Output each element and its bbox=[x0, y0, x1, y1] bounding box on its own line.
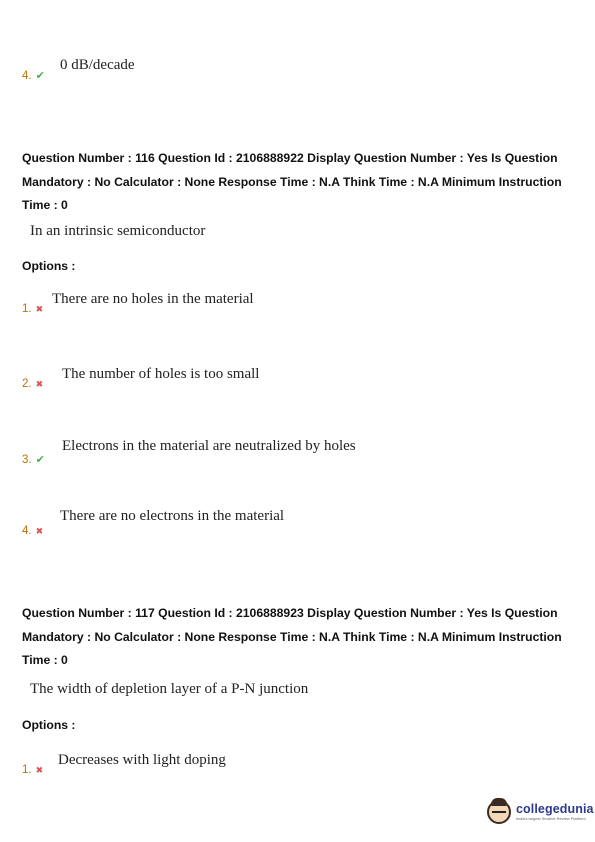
option-number: 4. ✖ bbox=[22, 525, 44, 537]
incorrect-cross-icon: ✖ bbox=[35, 766, 44, 776]
option-number: 2. ✖ bbox=[22, 378, 44, 390]
options-label: Options : bbox=[22, 718, 76, 732]
correct-check-icon: ✔ bbox=[35, 69, 45, 82]
option-number: 1. ✖ bbox=[22, 303, 44, 315]
correct-check-icon: ✔ bbox=[35, 453, 45, 466]
option-text: 0 dB/decade bbox=[60, 57, 135, 73]
option-text: Decreases with light doping bbox=[58, 752, 226, 768]
incorrect-cross-icon: ✖ bbox=[35, 380, 44, 390]
options-label: Options : bbox=[22, 259, 76, 273]
student-mascot-icon bbox=[487, 800, 511, 824]
option-text: There are no holes in the material bbox=[52, 291, 254, 307]
question-text: The width of depletion layer of a P-N junction bbox=[30, 681, 309, 697]
question-meta: Question Number : 116 Question Id : 2106888922 Display Question Number : Yes Is Question Mandatory : No Calculator : None Response Time : N.A Think Time : N.A Minimum Instruction Time : 0 bbox=[22, 151, 562, 212]
option-text: There are no electrons in the material bbox=[60, 508, 285, 524]
option-number: 3. ✔ bbox=[22, 453, 45, 466]
question-text: In an intrinsic semiconductor bbox=[30, 223, 206, 239]
option-number: 1. ✖ bbox=[22, 764, 44, 776]
logo-tagline: India's largest Student Review Platform bbox=[516, 816, 586, 822]
option-text: The number of holes is too small bbox=[62, 366, 260, 382]
question-meta: Question Number : 117 Question Id : 2106888923 Display Question Number : Yes Is Question Mandatory : No Calculator : None Response Time : N.A Think Time : N.A Minimum Instruction Time : 0 bbox=[22, 606, 562, 667]
collegedunia-logo bbox=[487, 800, 594, 824]
incorrect-cross-icon: ✖ bbox=[35, 527, 44, 537]
logo-name: collegedunia bbox=[516, 801, 594, 816]
incorrect-cross-icon: ✖ bbox=[35, 305, 44, 315]
option-text: Electrons in the material are neutralized by holes bbox=[62, 438, 356, 454]
option-number: 4. ✔ bbox=[22, 69, 45, 82]
